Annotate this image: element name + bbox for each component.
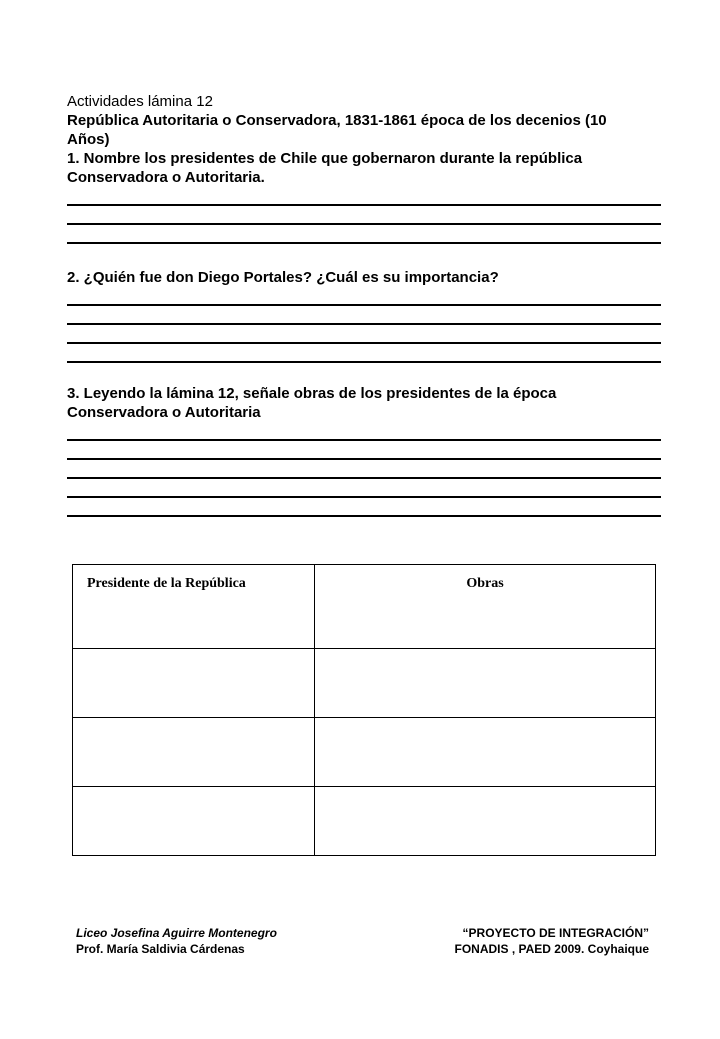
worksheet-subtitle-line-2: Años)	[67, 131, 110, 148]
answer-line[interactable]	[67, 223, 661, 225]
footer-project-funding: FONADIS , PAED 2009. Coyhaique	[454, 942, 649, 956]
question-3-answer-lines	[67, 439, 661, 517]
answer-line[interactable]	[67, 204, 661, 206]
footer-school-info	[76, 925, 277, 957]
table-cell-obras[interactable]	[315, 718, 656, 787]
table-row	[73, 787, 656, 856]
answer-line[interactable]	[67, 242, 661, 244]
answer-line[interactable]	[67, 515, 661, 517]
footer-school-name: Liceo Josefina Aguirre Montenegro	[76, 926, 277, 940]
table-cell-presidente[interactable]	[73, 787, 315, 856]
question-2-answer-lines	[67, 304, 661, 363]
worksheet-subtitle-line-1: República Autoritaria o Conservadora, 1831-1861 época de los decenios (10	[67, 112, 607, 129]
header-presidente: Presidente de la República	[73, 565, 315, 649]
table-row	[73, 649, 656, 718]
table-header-row	[73, 565, 656, 649]
footer-project-info	[455, 925, 650, 957]
question-3-line-1: 3. Leyendo la lámina 12, señale obras de los presidentes de la época	[67, 385, 557, 402]
table-cell-presidente[interactable]	[73, 718, 315, 787]
header-obras: Obras	[315, 565, 656, 649]
question-1-answer-lines	[67, 204, 661, 244]
answer-line[interactable]	[67, 496, 661, 498]
table-row	[73, 718, 656, 787]
table-cell-presidente[interactable]	[73, 649, 315, 718]
question-1-line-2: Conservadora o Autoritaria.	[67, 169, 265, 186]
presidents-works-table	[72, 564, 656, 856]
footer-project-name: “PROYECTO DE INTEGRACIÓN”	[462, 926, 649, 940]
answer-line[interactable]	[67, 458, 661, 460]
answer-line[interactable]	[67, 439, 661, 441]
answer-line[interactable]	[67, 361, 661, 363]
question-1-line-1: 1. Nombre los presidentes de Chile que gobernaron durante la república	[67, 150, 583, 167]
answer-line[interactable]	[67, 342, 661, 344]
footer-teacher-name: Prof. María Saldivia Cárdenas	[76, 942, 245, 956]
worksheet-content	[67, 92, 661, 517]
answer-line[interactable]	[67, 304, 661, 306]
answer-line[interactable]	[67, 477, 661, 479]
question-2-line-1: 2. ¿Quién fue don Diego Portales? ¿Cuál es su importancia?	[67, 269, 499, 286]
question-3-line-2: Conservadora o Autoritaria	[67, 404, 261, 421]
table-cell-obras[interactable]	[315, 787, 656, 856]
table-cell-obras[interactable]	[315, 649, 656, 718]
worksheet-title: Actividades lámina 12	[67, 93, 213, 110]
answer-line[interactable]	[67, 323, 661, 325]
